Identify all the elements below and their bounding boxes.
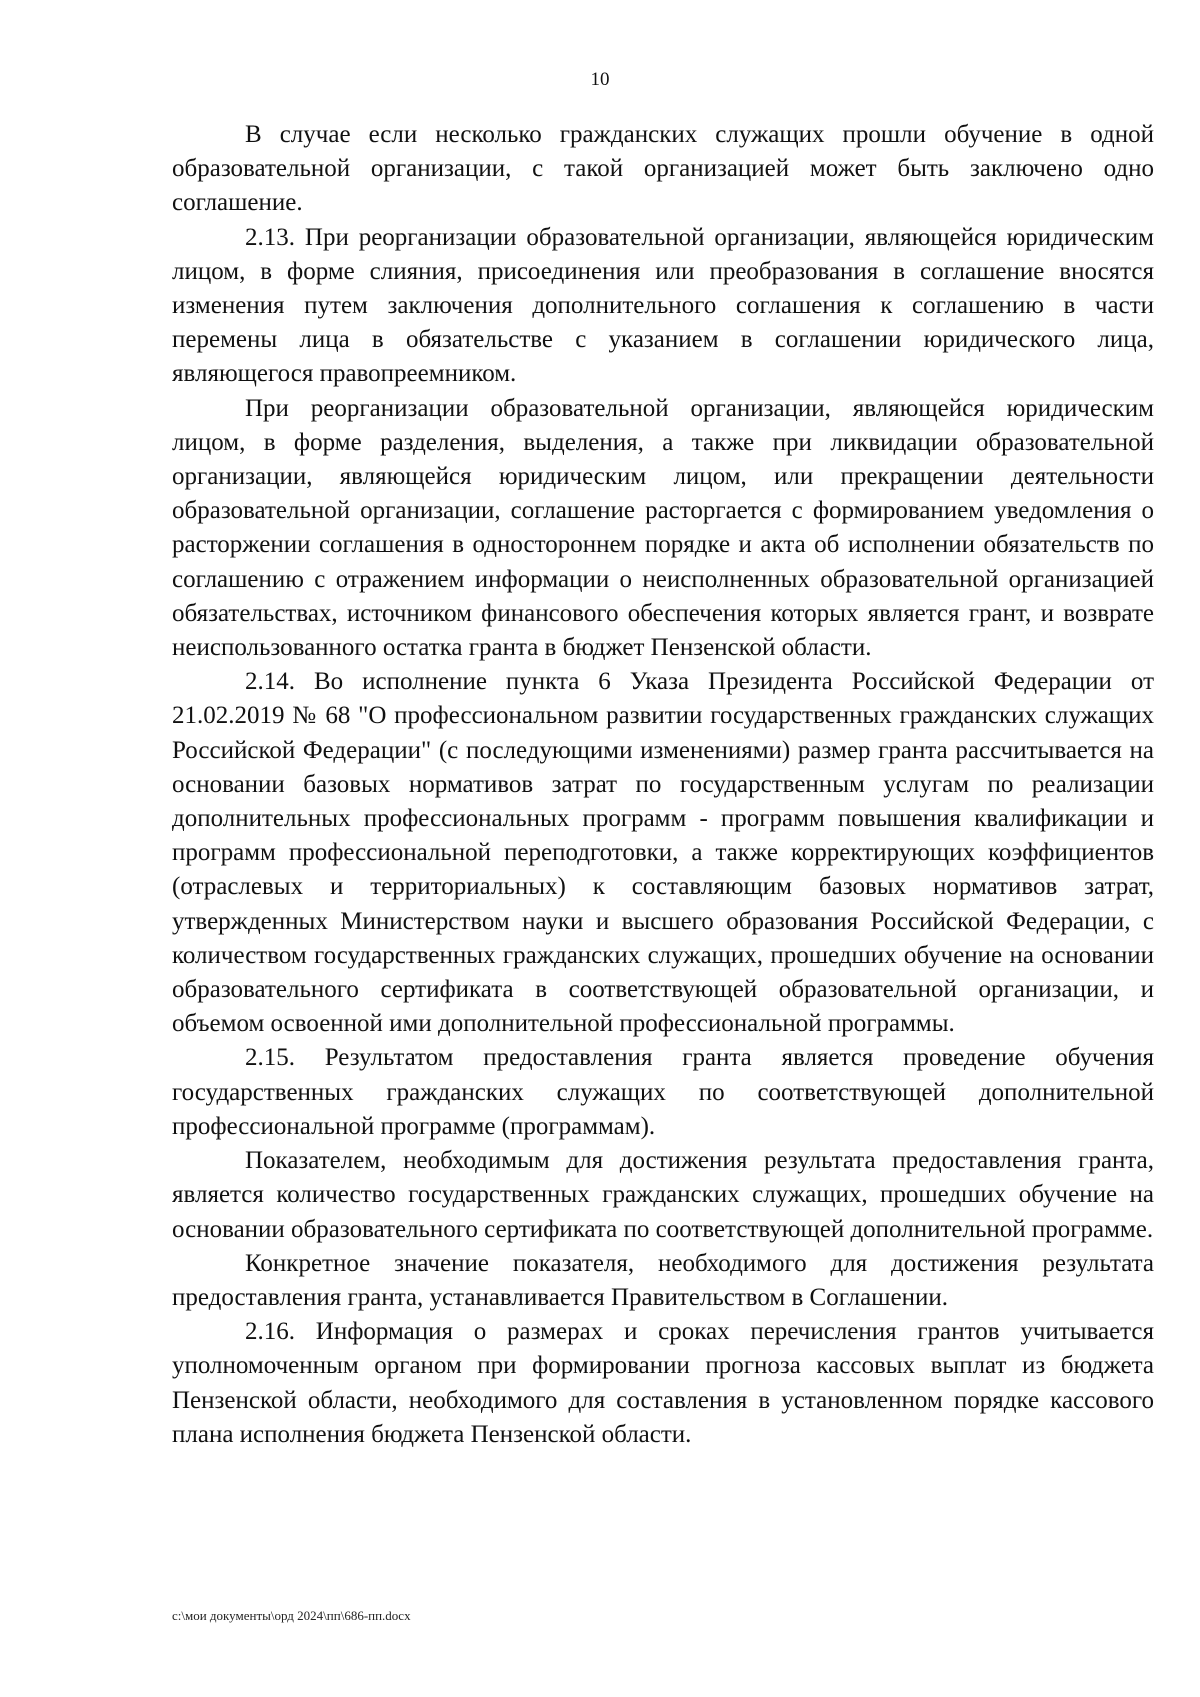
paragraph-2-15: 2.15. Результатом предоставления гранта является проведение обучения государственных гражданских служащих по соответствующей дополнительной профессиональной программе (программам). [172,1044,1154,1140]
paragraph-2-15-indicator: Показателем, необходимым для достижения результата предоставления гранта, является количество государственных гражданских служащих, прошедших обучение на основании образовательного сертификата по соответствующей дополнительной программе. [172,1147,1154,1243]
footer-file-path: c:\мои документы\орд 2024\пп\686-пп.docx [172,1608,411,1623]
page-number: 10 [590,69,610,90]
paragraph-single-agreement: В случае если несколько гражданских служащих прошли обучение в одной образовательной организации, с такой организацией может быть заключено одно соглашение. [172,121,1154,217]
paragraph-2-16: 2.16. Информация о размерах и сроках перечисления грантов учитывается уполномоченным органом при формировании прогноза кассовых выплат из бюджета Пензенской области, необходимого для составления в установленном порядке кассового плана исполнения бюджета Пензенской области. [172,1318,1154,1448]
paragraph-2-15-indicator-value: Конкретное значение показателя, необходимого для достижения результата предоставления гранта, устанавливается Правительством в Соглашении. [172,1249,1154,1311]
document-body [172,118,1154,1452]
paragraph-2-14: 2.14. Во исполнение пункта 6 Указа Президента Российской Федерации от 21.02.2019 № 68 "О профессиональном развитии государственных гражданских служащих Российской Федерации" (с последующими изменениями) размер гранта рассчитывается на основании базовых нормативов затрат по государственным услугам по реализации дополнительных профессиональных программ - программ повышения квалификации и программ профессиональной переподготовки, а также корректирующих коэффициентов (отраслевых и территориальных) к составляющим базовых нормативов затрат, утвержденных Министерством науки и высшего образования Российской Федерации, с количеством государственных гражданских служащих, прошедших обучение на основании образовательного сертификата в соответствующей образовательной организации, и объемом освоенной ими дополнительной профессиональной программы. [172,668,1154,1038]
paragraph-2-13-reorganization: При реорганизации образовательной организации, являющейся юридическим лицом, в форме разделения, выделения, а также при ликвидации образовательной организации, являющейся юридическим лицом, или прекращении деятельности образовательной организации, соглашение расторгается с формированием уведомления о расторжении соглашения в одностороннем порядке и акта об исполнении обязательств по соглашению с отражением информации о неисполненных образовательной организацией обязательствах, источником финансового обеспечения которых является грант, и возврате неиспользованного остатка гранта в бюджет Пензенской области. [172,394,1154,662]
paragraph-2-13: 2.13. При реорганизации образовательной организации, являющейся юридическим лицом, в форме слияния, присоединения или преобразования в соглашение вносятся изменения путем заключения дополнительного соглашения к соглашению в части перемены лица в обязательстве с указанием в соглашении юридического лица, являющегося правопреемником. [172,223,1154,388]
